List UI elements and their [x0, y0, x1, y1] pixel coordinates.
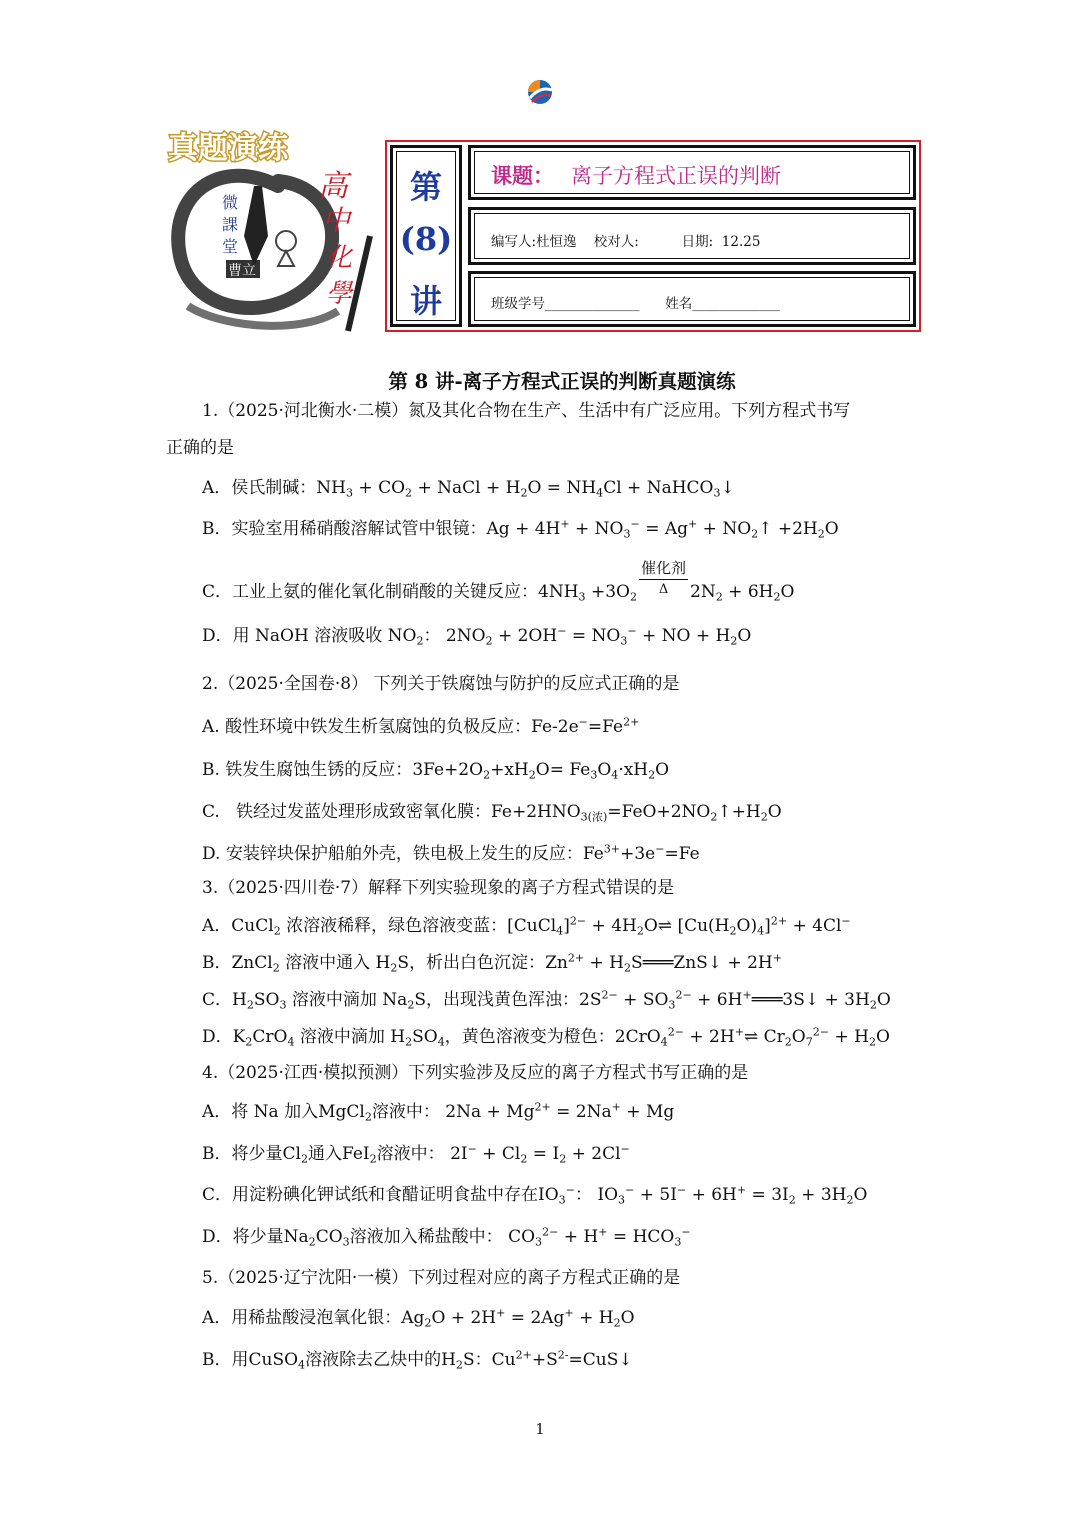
q1-stem-cont: 正确的是	[166, 438, 234, 458]
q2-option-d: D. 安装锌块保护船舶外壳，铁电极上发生的反应：$Fe^{3+}+3e^-=Fe$	[202, 842, 700, 864]
q5-option-b: B．用CuSO$_4$溶液除去乙炔中的$H_2S$：$Cu^{2+}+S^{2-}=CuS↓$	[202, 1348, 633, 1372]
option-label-cont: ，出现浅黄色浑浊：	[426, 990, 580, 1010]
class-row	[468, 271, 916, 327]
q3-stem: 3.（2025·四川卷·7）解释下列实验现象的离子方程式错误的是	[202, 878, 675, 898]
option-label-cont: 通入	[307, 1144, 342, 1164]
lecture-char-1: 第	[409, 168, 442, 206]
q4-option-b: B．将少量$Cl_2$通入FeI$_2$溶液中： $2I^- + Cl_2 = I_2 + 2Cl^-$	[202, 1142, 630, 1166]
brand-calligraphy-art	[158, 126, 380, 336]
publisher-logo	[522, 78, 558, 118]
heat-symbol: Δ	[658, 581, 669, 597]
author-line: 编写人:杜恒逸 校对人: 日期: 12.25	[491, 234, 761, 250]
q3-option-d: D．$K_2CrO_4$ 溶液中滴加 $H_2SO_4$，黄色溶液变为橙色：2CrO$_4^{2-}$ + 2H+⇌ $Cr_2O_7^{2-} + H_2O$	[202, 1025, 890, 1049]
option-label: B. 铁发生腐蚀生锈的反应：	[202, 760, 413, 780]
q1-option-a: A．侯氏制碱：$NH_3 + CO_2$ + NaCl + $H_2O = NH_4Cl$ + NaHCO$_3$↓	[202, 478, 735, 500]
topic-row	[468, 145, 916, 200]
q2-option-c: C. 铁经过发蓝处理形成致密氧化膜：$Fe+2HNO_{3(浓)}=FeO+2NO_2↑+H_2O$	[202, 802, 782, 824]
option-label: B．实验室用稀硝酸溶解试管中银镜：	[202, 519, 487, 539]
option-label-cont: 溶液加入稀盐酸中：	[349, 1227, 503, 1247]
option-label: A．侯氏制碱：	[202, 478, 317, 498]
q3-option-c: C．$H_2SO_3$ 溶液中滴加 $Na_2S$，出现浅黄色浑浊：$2S^{2-} + SO_3^{2-}$ + 6H+═══3S↓ + $3H_2O$	[202, 988, 891, 1012]
option-label: A．将 Na 加入	[202, 1102, 319, 1122]
page-title: 第 8 讲-离子方程式正误的判断真题演练	[388, 370, 736, 393]
q4-option-c: C．用淀粉碘化钾试纸和食醋证明食盐中存在$IO_3^-$： $IO_3^- + 5I^- + 6H^+ = 3I_2 + 3H_2O$	[202, 1183, 868, 1207]
q2-option-b: B. 铁发生腐蚀生锈的反应：$3Fe+2O_2+xH_2O= Fe_3O_4\cdot xH_2O$	[202, 760, 670, 782]
option-label: 浓溶液稀释，绿色溶液变蓝：	[286, 916, 508, 936]
option-label-cont: ：	[474, 1350, 492, 1370]
q1-option-d: D．用 NaOH 溶液吸收 $NO_2$： $2NO_2 + 2OH^- = NO_3^-$ + NO + $H_2O$	[202, 624, 752, 648]
svg-text:化: 化	[326, 243, 353, 273]
lecture-number-box	[390, 145, 462, 327]
option-label: D. 安装锌块保护船舶外壳，铁电极上发生的反应：	[202, 844, 583, 864]
option-label: C．用淀粉碘化钾试纸和食醋证明食盐中存在	[202, 1185, 539, 1205]
catalyst-label: 催化剂	[639, 560, 688, 580]
q4-stem: 4.（2025·江西·模拟预测）下列实验涉及反应的离子方程式书写正确的是	[202, 1063, 749, 1083]
option-label-cont: 溶液中：	[376, 1144, 445, 1164]
banner-text: 真题演练	[168, 131, 288, 166]
q3-option-a: A．CuCl$_2$ 浓溶液稀释，绿色溶液变蓝：[CuCl$_4$]$^{2-}$ + $4H_2O\rightleftharpoons$ $[Cu(H_2O)_4]^{2+} + 4Cl^-$	[202, 914, 851, 938]
q3-option-b: B．ZnCl$_2$ 溶液中通入 $H_2S$，析出白色沉淀：$Zn^{2+}$ + $H_2S═══ZnS↓ + 2H^+$	[202, 951, 783, 975]
q2-stem: 2.（2025·全国卷·8） 下列关于铁腐蚀与防护的反应式正确的是	[202, 674, 680, 694]
q1-option-c: C．工业上氨的催化氧化制硝酸的关键反应：$4NH_3 +3O_2$ $\frac{\text{催化剂}}{\Delta}$ $2N_2 + 6H_2O$	[202, 559, 795, 604]
class-line: 班级学号______________ 姓名_____________	[491, 296, 780, 312]
option-label: D．将少量	[202, 1227, 284, 1247]
author-row	[468, 207, 916, 265]
svg-text:堂: 堂	[222, 237, 239, 256]
option-label-cont: ，黄色溶液变为橙色：	[444, 1027, 615, 1047]
q5-stem: 5.（2025·辽宁沈阳·一模）下列过程对应的离子方程式正确的是	[202, 1268, 681, 1288]
svg-text:課: 課	[222, 215, 239, 234]
q1-option-b: B．实验室用稀硝酸溶解试管中银镜：$Ag + 4H^+ + NO_3^- = Ag^+$ + $NO_2↑ +2H_2O$	[202, 517, 839, 541]
option-label: A. 酸性环境中铁发生析氢腐蚀的负极反应：	[202, 717, 532, 737]
q5-option-a: A．用稀盐酸浸泡氧化银：$Ag_2O + 2H^+ = 2Ag^+ + H_2O$	[202, 1306, 635, 1330]
lecture-char-3: 讲	[409, 282, 442, 320]
q4-option-d: D．将少量$Na_2CO_3$溶液加入稀盐酸中： $CO_3^{2-} + H^+ = HCO_3^-$	[202, 1225, 691, 1249]
option-label-cont: 溶液除去乙炔中的	[305, 1350, 442, 1370]
option-label: A．用稀盐酸浸泡氧化银：	[202, 1308, 402, 1328]
option-label-cont: 溶液中：	[371, 1102, 440, 1122]
svg-text:微: 微	[222, 193, 239, 212]
lecture-char-2: (8)	[399, 220, 453, 258]
svg-text:中: 中	[322, 204, 351, 237]
svg-text:高: 高	[318, 169, 348, 204]
svg-text:學: 學	[326, 279, 353, 309]
q1-stem: 1.（2025·河北衡水·二模）氮及其化合物在生产、生活中有广泛应用。下列方程式书写	[202, 401, 851, 421]
option-label-cont: ，析出白色沉淀：	[409, 953, 546, 973]
option-label: 溶液中通入	[285, 953, 371, 973]
option-label: C. 铁经过发蓝处理形成致密氧化膜：	[202, 802, 492, 822]
q2-option-a: A. 酸性环境中铁发生析氢腐蚀的负极反应：$Fe-2e^-=Fe^{2+}$	[202, 715, 640, 737]
topic-label: 课题：	[491, 163, 554, 188]
topic-value: 离子方程式正误的判断	[571, 164, 781, 188]
page-number: 1	[535, 1420, 545, 1438]
option-label: B．将少量	[202, 1144, 283, 1164]
option-label: D．用 NaOH 溶液吸收	[202, 626, 383, 646]
option-label: C．工业上氨的催化氧化制硝酸的关键反应：	[202, 581, 539, 602]
option-label: 溶液中滴加	[299, 1027, 385, 1047]
svg-text:曹立: 曹立	[228, 263, 256, 279]
option-label: B．用	[202, 1350, 249, 1370]
q4-option-a: A．将 Na 加入MgCl$_2$溶液中： $2Na + Mg^{2+} = 2Na^+ + Mg$	[202, 1100, 675, 1124]
option-label: 溶液中滴加	[291, 990, 377, 1010]
